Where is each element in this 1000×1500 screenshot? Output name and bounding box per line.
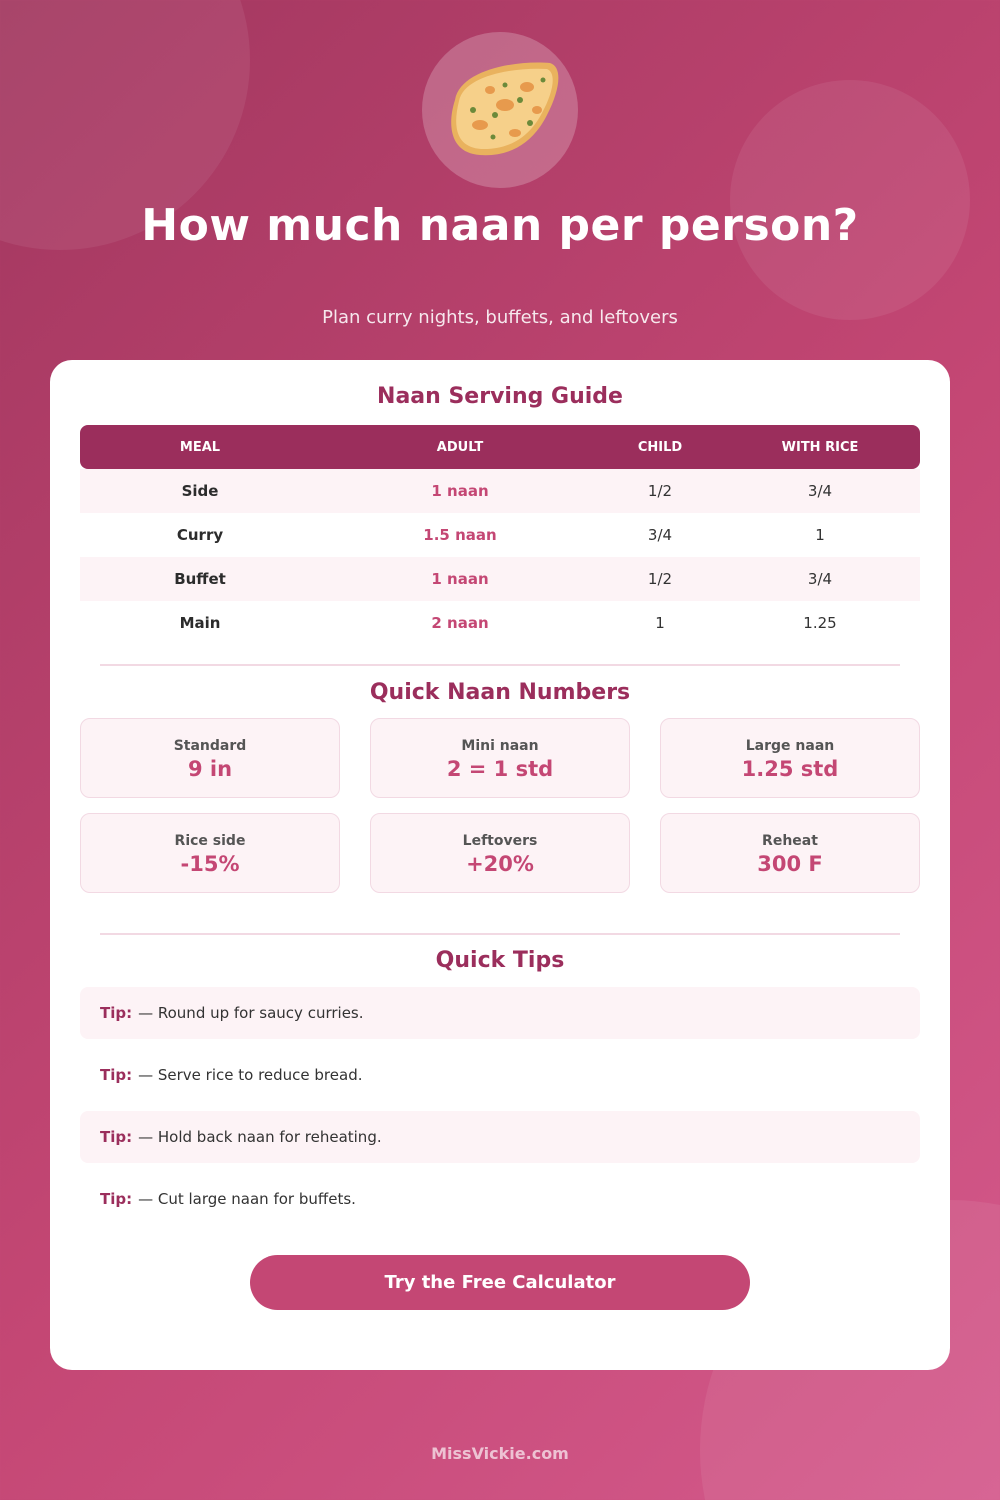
content-card: [50, 360, 950, 1370]
table-cell: 1/2: [647, 482, 673, 500]
table-cell: 3/4: [807, 570, 833, 588]
section-divider: [100, 933, 900, 935]
stat-label: Large naan: [745, 738, 835, 754]
stat-card-large-naan: [660, 718, 920, 798]
serving-guide-table: [80, 425, 920, 645]
column-header-meal: MEAL: [179, 439, 221, 455]
table-cell: Main: [179, 614, 221, 632]
stat-card-leftovers: [370, 813, 630, 893]
table-cell: Side: [181, 482, 219, 500]
tip-label: Tip:: [100, 1128, 133, 1146]
table-cell: 1/2: [647, 570, 673, 588]
footer-brand: MissVickie.com: [431, 1444, 569, 1463]
tips-title: Quick Tips: [435, 948, 565, 973]
table-header: [80, 425, 920, 469]
table-row: [80, 601, 920, 645]
stat-value: -15%: [180, 852, 240, 876]
table-cell: 1 naan: [431, 570, 489, 588]
stat-label: Rice side: [174, 833, 246, 849]
table-cell: 3/4: [807, 482, 833, 500]
table-cell: 1.5 naan: [423, 526, 497, 544]
page-subtitle: Plan curry nights, buffets, and leftovers: [322, 307, 678, 328]
tip-item: [80, 1173, 920, 1225]
table-cell: Curry: [176, 526, 224, 544]
table-cell: 1: [655, 614, 665, 632]
naan-bread-icon: [422, 32, 578, 188]
table-cell: 1.25: [803, 614, 837, 632]
page-title: How much naan per person?: [141, 200, 859, 251]
stat-label: Leftovers: [462, 833, 538, 849]
stat-value: 1.25 std: [741, 757, 839, 781]
stat-value: 300 F: [757, 852, 823, 876]
table-row: [80, 513, 920, 557]
table-row: [80, 557, 920, 601]
stat-card-standard: [80, 718, 340, 798]
tip-label: Tip:: [100, 1066, 133, 1084]
stat-card-mini-naan: [370, 718, 630, 798]
stat-label: Reheat: [762, 833, 818, 849]
numbers-title: Quick Naan Numbers: [369, 680, 631, 705]
tip-item: [80, 1049, 920, 1101]
table-row: [80, 469, 920, 513]
table-cell: 3/4: [647, 526, 673, 544]
tip-text: — Round up for saucy curries.: [138, 1004, 364, 1022]
stat-value: 9 in: [187, 757, 233, 781]
section-divider: [100, 664, 900, 666]
calculator-button[interactable]: Try the Free Calculator: [250, 1255, 750, 1310]
tip-text: — Cut large naan for buffets.: [138, 1190, 356, 1208]
column-header-child: CHILD: [637, 439, 683, 455]
tip-text: — Hold back naan for reheating.: [138, 1128, 382, 1146]
tip-item: [80, 1111, 920, 1163]
table-cell: 1: [815, 526, 825, 544]
tip-label: Tip:: [100, 1004, 133, 1022]
stat-label: Mini naan: [461, 738, 539, 754]
stat-card-reheat: [660, 813, 920, 893]
column-header-with-rice: WITH RICE: [781, 439, 859, 455]
table-cell: Buffet: [174, 570, 226, 588]
tip-label: Tip:: [100, 1190, 133, 1208]
stat-label: Standard: [173, 738, 247, 754]
tip-text: — Serve rice to reduce bread.: [138, 1066, 363, 1084]
stat-value: 2 = 1 std: [446, 757, 554, 781]
stat-card-rice-side: [80, 813, 340, 893]
table-cell: 2 naan: [431, 614, 489, 632]
tip-item: [80, 987, 920, 1039]
guide-title: Naan Serving Guide: [377, 384, 623, 409]
table-cell: 1 naan: [431, 482, 489, 500]
stat-value: +20%: [466, 852, 534, 876]
column-header-adult: ADULT: [436, 439, 484, 455]
